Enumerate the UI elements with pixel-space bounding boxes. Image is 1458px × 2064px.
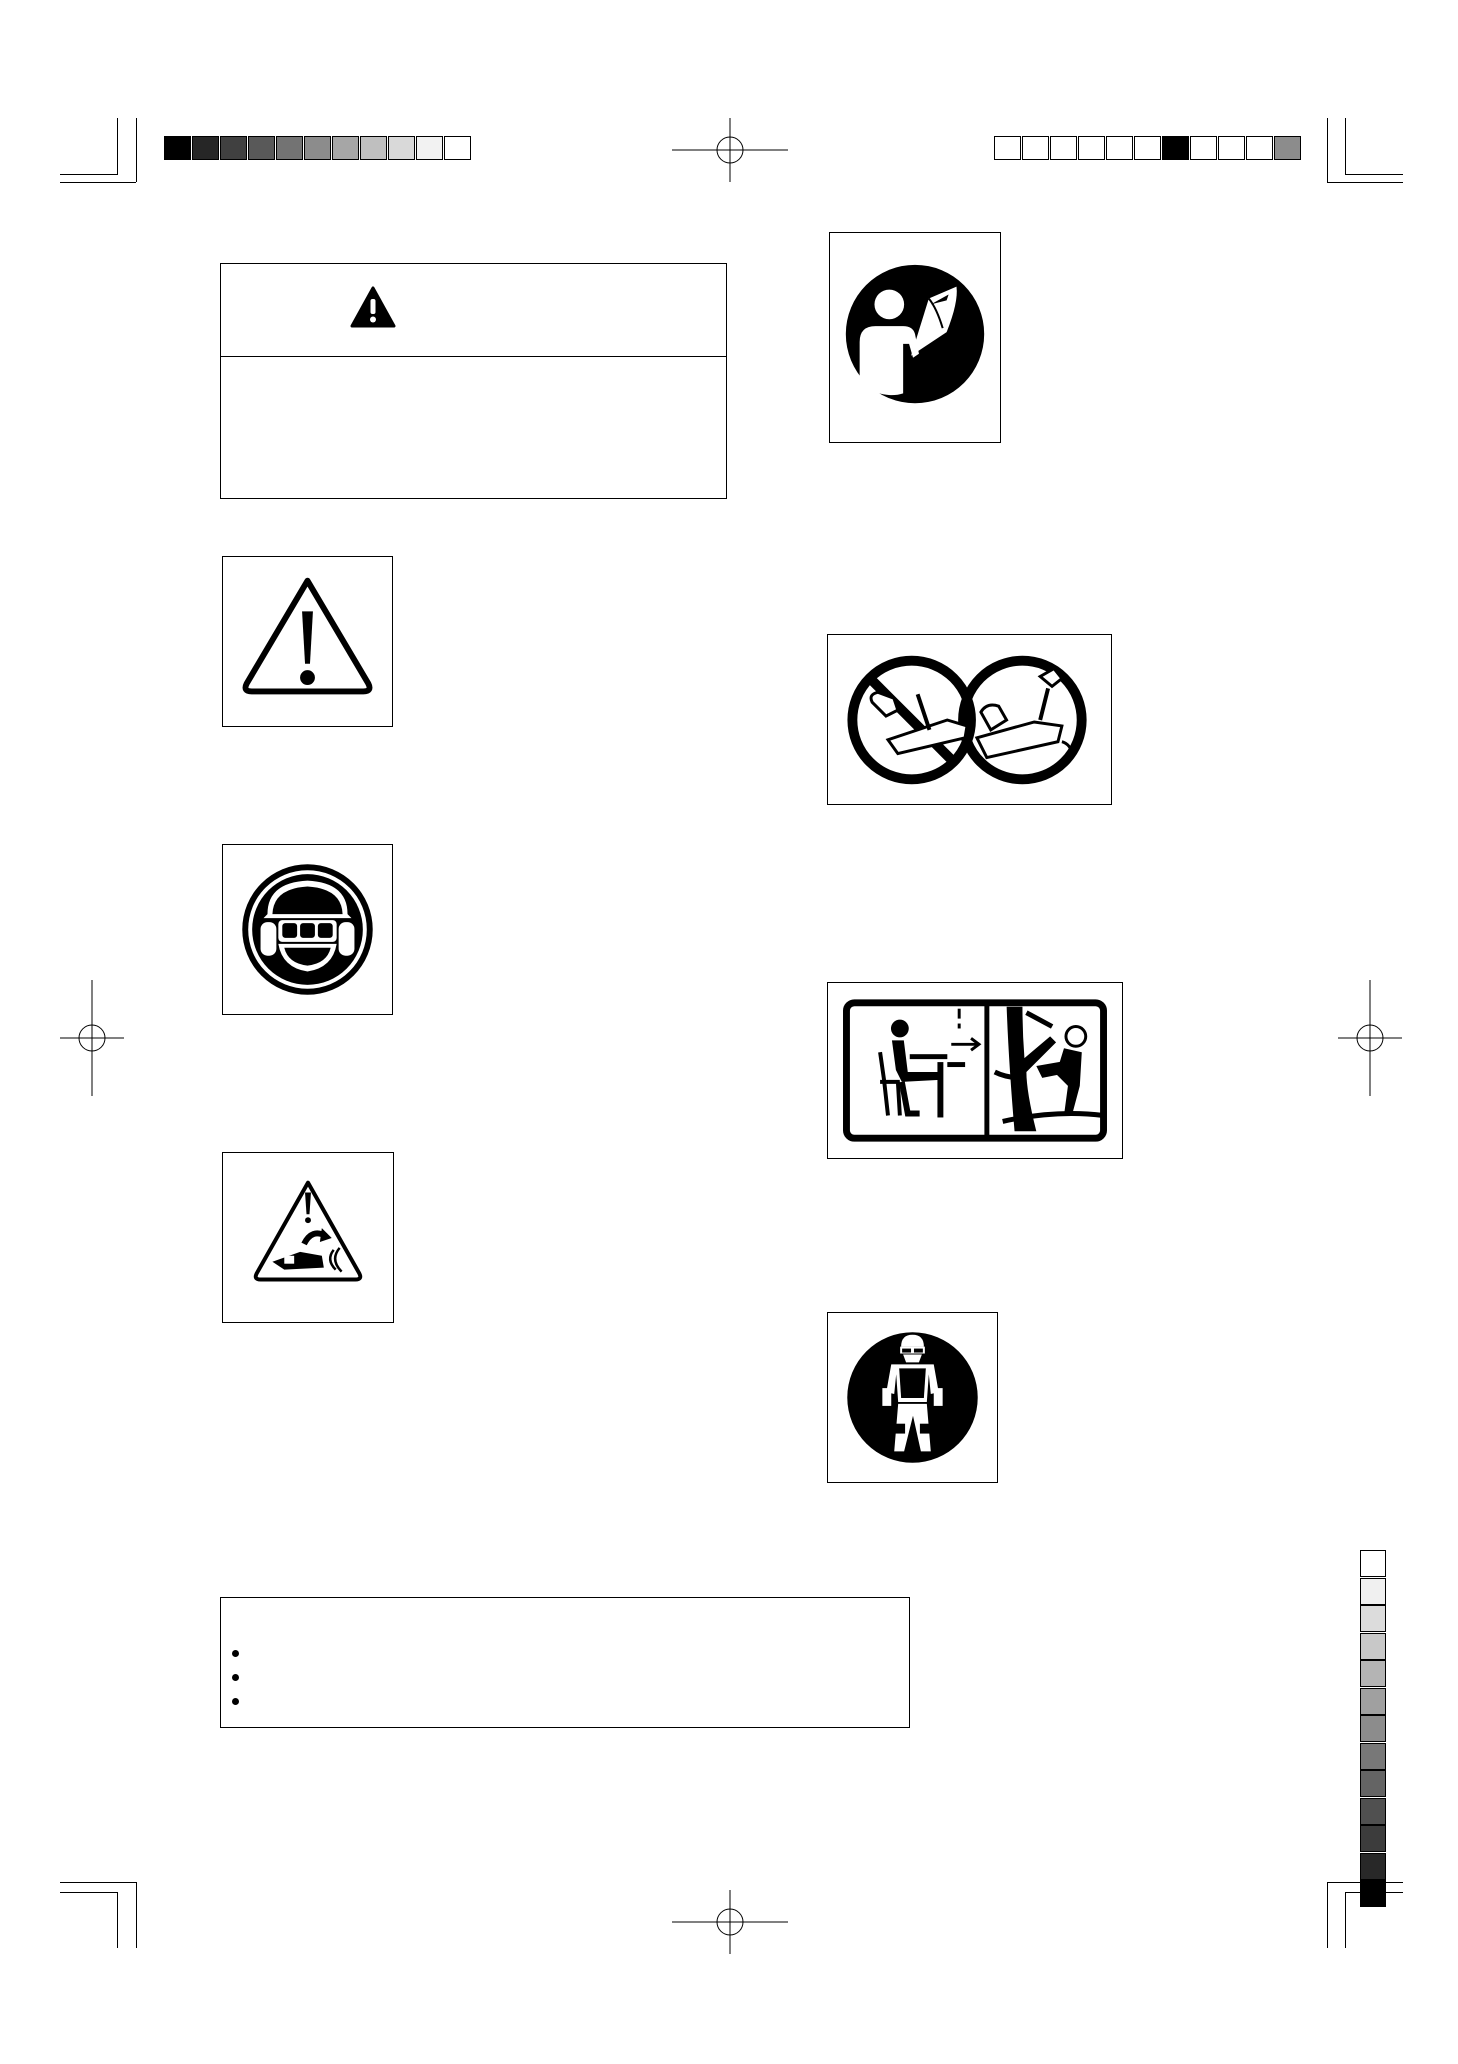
no-climbing-frame xyxy=(827,982,1123,1159)
color-bar-top-right-swatch xyxy=(1162,136,1189,160)
color-bar-right-vertical-swatch xyxy=(1360,1660,1386,1687)
color-bar-right-vertical-swatch xyxy=(1360,1550,1386,1577)
color-bar-top-left-swatch xyxy=(164,136,191,160)
color-bar-right-vertical-swatch xyxy=(1360,1798,1386,1825)
color-bar-right-vertical-swatch xyxy=(1360,1770,1386,1797)
color-bar-top-left-swatch xyxy=(332,136,359,160)
color-bar-right-vertical-swatch xyxy=(1360,1853,1386,1880)
color-bar-top-right-swatch xyxy=(1274,136,1301,160)
warning-symbol-frame xyxy=(222,556,393,727)
bullet-1 xyxy=(232,1650,239,1657)
no-climbing-tree-icon xyxy=(828,983,1122,1158)
color-bar-top-right xyxy=(994,136,1300,162)
two-hands-frame xyxy=(827,634,1112,805)
color-bar-top-left-swatch xyxy=(248,136,275,160)
color-bar-top-right-swatch xyxy=(1022,136,1049,160)
bullet-2 xyxy=(232,1674,239,1681)
color-bar-top-left-swatch xyxy=(388,136,415,160)
warning-icon xyxy=(223,557,392,726)
registration-target-bottom xyxy=(672,1890,788,1954)
registration-target-right xyxy=(1338,980,1402,1096)
registration-target-left xyxy=(60,980,124,1096)
color-bar-top-left-swatch xyxy=(276,136,303,160)
kickback-warning-icon xyxy=(223,1153,393,1322)
color-bar-right-vertical-swatch xyxy=(1360,1688,1386,1715)
notes-box xyxy=(220,1597,910,1728)
color-bar-top-right-swatch xyxy=(1050,136,1077,160)
color-bar-right-vertical-swatch xyxy=(1360,1633,1386,1660)
protective-clothing-icon xyxy=(828,1313,997,1482)
warning-box-header xyxy=(221,264,726,357)
warning-triangle-icon xyxy=(350,286,396,328)
color-bar-top-right-swatch xyxy=(1134,136,1161,160)
read-manual-frame xyxy=(829,232,1001,443)
color-bar-right-vertical-swatch xyxy=(1360,1715,1386,1742)
color-bar-top-left-swatch xyxy=(416,136,443,160)
color-bar-top-right-swatch xyxy=(994,136,1021,160)
color-bar-top-left-swatch xyxy=(360,136,387,160)
kickback-warning-frame xyxy=(222,1152,394,1323)
color-bar-top-right-swatch xyxy=(1218,136,1245,160)
two-hands-operation-icon xyxy=(828,635,1111,804)
color-bar-top-left xyxy=(164,136,470,162)
color-bar-right-vertical-swatch xyxy=(1360,1605,1386,1632)
warning-box xyxy=(220,263,727,499)
color-bar-top-left-swatch xyxy=(192,136,219,160)
read-manual-icon xyxy=(830,233,1000,442)
protective-clothing-frame xyxy=(827,1312,998,1483)
color-bar-right-vertical-swatch xyxy=(1360,1578,1386,1605)
color-bar-top-right-swatch xyxy=(1106,136,1133,160)
color-bar-top-left-swatch xyxy=(220,136,247,160)
head-protection-frame xyxy=(222,844,393,1015)
color-bar-right-vertical-swatch xyxy=(1360,1880,1386,1907)
color-bar-right-vertical-swatch xyxy=(1360,1743,1386,1770)
head-protection-icon xyxy=(223,845,392,1014)
color-bar-top-right-swatch xyxy=(1246,136,1273,160)
color-bar-top-right-swatch xyxy=(1078,136,1105,160)
color-bar-right-vertical xyxy=(1360,1550,1388,1910)
registration-target-top xyxy=(672,118,788,182)
color-bar-right-vertical-swatch xyxy=(1360,1825,1386,1852)
color-bar-top-right-swatch xyxy=(1190,136,1217,160)
color-bar-top-left-swatch xyxy=(444,136,471,160)
bullet-3 xyxy=(232,1698,239,1705)
color-bar-top-left-swatch xyxy=(304,136,331,160)
